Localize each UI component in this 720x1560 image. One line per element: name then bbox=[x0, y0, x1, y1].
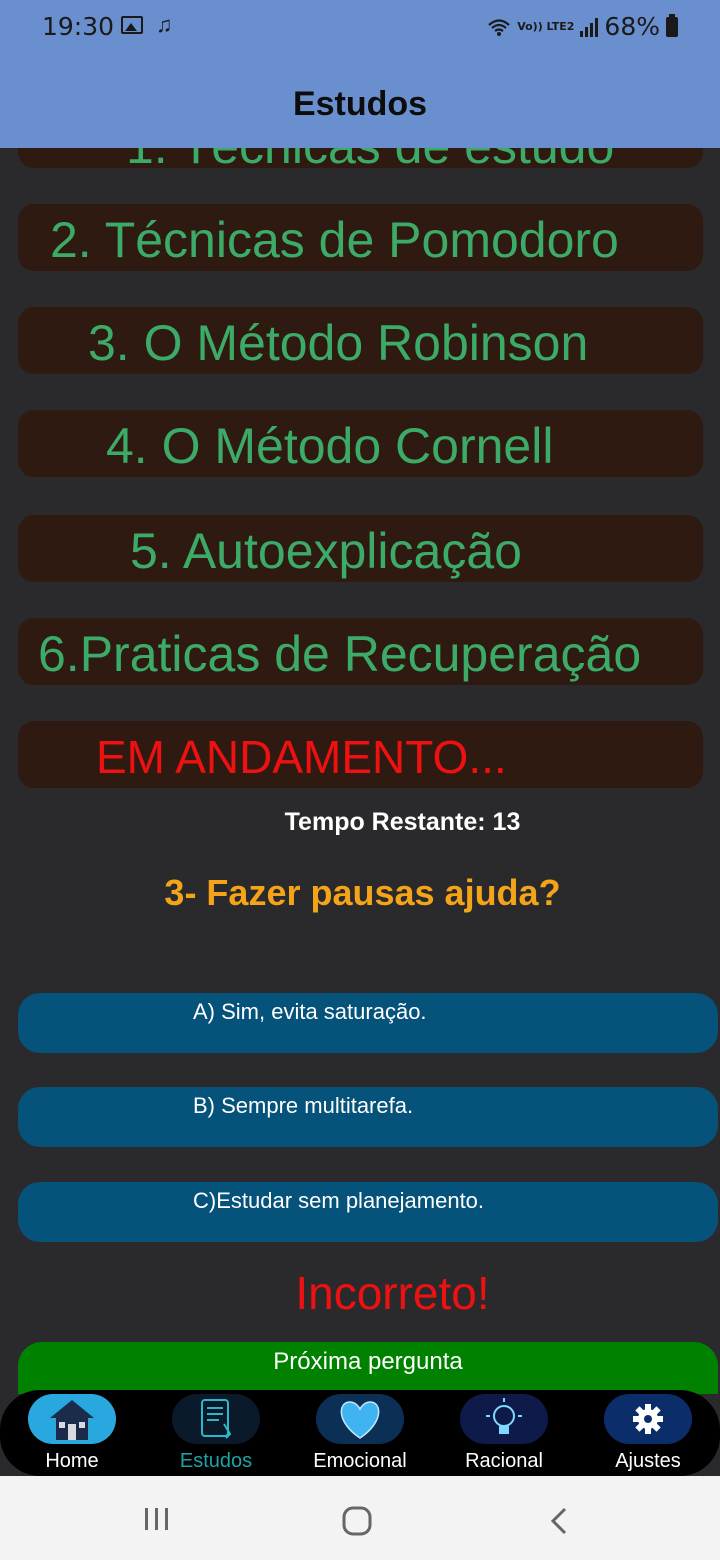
nav-item-ajustes[interactable] bbox=[576, 1390, 720, 1476]
system-nav-bar bbox=[0, 1476, 720, 1560]
menu-item-autoexplicacao[interactable] bbox=[18, 515, 703, 582]
answer-label: B) Sempre multitarefa. bbox=[193, 1093, 414, 1118]
lightbulb-icon bbox=[460, 1394, 548, 1444]
question-text: 3- Fazer pausas ajuda? bbox=[164, 872, 561, 913]
nav-item-estudos[interactable] bbox=[144, 1390, 288, 1476]
menu-item-pomodoro[interactable] bbox=[18, 204, 703, 271]
menu-item-recuperacao[interactable] bbox=[18, 618, 703, 685]
menu-item-label: 4. O Método Cornell bbox=[106, 418, 554, 474]
status-right bbox=[487, 12, 678, 41]
page-title: Estudos bbox=[292, 85, 428, 123]
answer-option-c[interactable] bbox=[18, 1182, 718, 1242]
heart-icon bbox=[316, 1394, 404, 1444]
status-label: EM ANDAMENTO... bbox=[96, 731, 507, 783]
nav-item-racional[interactable] bbox=[432, 1390, 576, 1476]
status-bar bbox=[0, 0, 720, 55]
wifi-icon bbox=[487, 17, 511, 37]
music-notification-icon: ♫ bbox=[156, 12, 173, 37]
battery-level: 68% bbox=[604, 12, 660, 41]
answer-label: A) Sim, evita saturação. bbox=[193, 999, 427, 1024]
nav-label: Emocional bbox=[313, 1450, 407, 1472]
answer-option-a[interactable] bbox=[18, 993, 718, 1053]
menu-item-robinson[interactable] bbox=[18, 307, 703, 374]
network-type: Vo)) LTE2 bbox=[517, 20, 575, 33]
gear-icon bbox=[604, 1394, 692, 1444]
nav-label: Home bbox=[45, 1450, 99, 1472]
signal-icon bbox=[580, 17, 598, 37]
app-bar bbox=[0, 55, 720, 148]
house-icon bbox=[28, 1394, 116, 1444]
menu-item-label: 2. Técnicas de Pomodoro bbox=[50, 212, 619, 268]
bottom-nav bbox=[0, 1390, 720, 1476]
feedback-text: Incorreto! bbox=[295, 1267, 490, 1319]
nav-item-home[interactable] bbox=[0, 1390, 144, 1476]
answer-label: C)Estudar sem planejamento. bbox=[193, 1188, 485, 1213]
nav-label: Estudos bbox=[179, 1450, 253, 1472]
battery-icon bbox=[666, 17, 678, 37]
status-in-progress[interactable] bbox=[18, 721, 703, 788]
menu-item-cornell[interactable] bbox=[18, 410, 703, 477]
study-tablet-icon bbox=[172, 1394, 260, 1444]
next-question-button[interactable]: Próxima pergunta bbox=[18, 1342, 718, 1394]
nav-label: Ajustes bbox=[615, 1450, 681, 1472]
home-circle-icon[interactable] bbox=[341, 1506, 373, 1541]
nav-item-emocional[interactable] bbox=[288, 1390, 432, 1476]
menu-item-label: 5. Autoexplicação bbox=[130, 523, 522, 579]
menu-item-label: 3. O Método Robinson bbox=[88, 315, 589, 371]
answer-option-b[interactable] bbox=[18, 1087, 718, 1147]
nav-label: Racional bbox=[465, 1450, 543, 1472]
recent-apps-icon[interactable] bbox=[143, 1506, 171, 1537]
menu-item-label: 6.Praticas de Recuperação bbox=[38, 626, 642, 682]
clock: 19:30 bbox=[42, 12, 115, 41]
back-icon[interactable] bbox=[548, 1506, 570, 1541]
gallery-notification-icon bbox=[121, 16, 143, 34]
timer-text: Tempo Restante: 13 bbox=[284, 808, 521, 836]
